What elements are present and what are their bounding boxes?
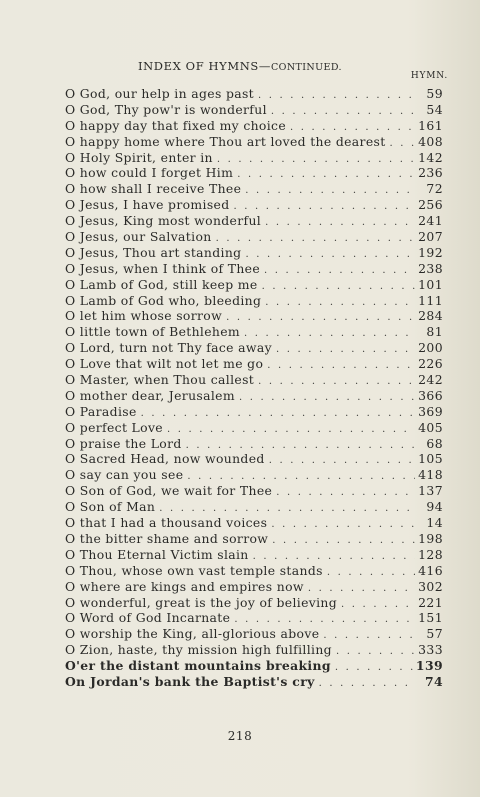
hymn-number: 369	[418, 403, 443, 419]
hymn-title: O that I had a thousand voices	[65, 515, 268, 531]
dot-leader	[245, 183, 416, 199]
hymn-number: 111	[418, 292, 443, 308]
hymn-title: On Jordan's bank the Baptist's cry	[65, 673, 315, 689]
dot-leader	[258, 88, 416, 104]
hymn-title: O God, Thy pow'r is wonderful	[65, 101, 267, 117]
hymn-title: O'er the distant mountains breaking	[65, 658, 331, 674]
index-entry	[65, 293, 443, 309]
dot-leader	[141, 406, 415, 422]
hymn-title: O Love that wilt not let me go	[65, 356, 264, 372]
index-entry	[65, 118, 443, 134]
hymn-title: O how could I forget Him	[65, 165, 234, 181]
hymn-number: 236	[418, 165, 443, 181]
dot-leader	[217, 152, 415, 168]
hymn-title: O perfect Love	[65, 419, 163, 435]
index-entry	[65, 404, 443, 420]
hymn-number: 366	[418, 387, 443, 403]
index-entry	[65, 340, 443, 356]
hymn-title: O Jesus, our Salvation	[65, 229, 212, 245]
dot-leader	[319, 676, 416, 692]
hymn-title: O Master, when Thou callest	[65, 372, 255, 388]
dot-leader	[167, 422, 415, 438]
dot-leader	[265, 215, 415, 231]
index-entry	[65, 229, 443, 245]
hymn-title: O Jesus, King most wonderful	[65, 213, 262, 229]
hymn-title: O Thou, whose own vast temple stands	[65, 562, 323, 578]
page-title	[0, 59, 480, 73]
dot-leader	[237, 167, 415, 183]
index-entry	[65, 213, 443, 229]
hymn-number: 198	[418, 530, 443, 546]
hymn-title: O Paradise	[65, 403, 137, 419]
hymn-number: 128	[418, 546, 443, 562]
hymn-title: O Jesus, Thou art standing	[65, 244, 242, 260]
hymn-number: 200	[418, 340, 443, 356]
dot-leader	[276, 342, 415, 358]
dot-leader	[390, 136, 416, 152]
dot-leader	[269, 453, 415, 469]
hymn-title: O Lamb of God, still keep me	[65, 276, 258, 292]
index-entry	[65, 467, 443, 483]
index-entry	[65, 436, 443, 452]
index-entry	[65, 150, 443, 166]
hymn-number: 137	[418, 483, 443, 499]
hymn-number: 74	[424, 673, 443, 689]
hymn-title: O Thou Eternal Victim slain	[65, 546, 249, 562]
index-entry	[65, 658, 443, 674]
dot-leader	[264, 263, 415, 279]
hymn-number: 94	[426, 499, 443, 515]
hymn-index-list	[65, 86, 443, 690]
hymn-number: 161	[418, 117, 443, 133]
hymn-number: 151	[418, 610, 443, 626]
hymn-number: 416	[418, 562, 443, 578]
index-entry	[65, 197, 443, 213]
dot-leader	[276, 485, 415, 501]
dot-leader	[272, 533, 415, 549]
dot-leader	[262, 279, 416, 295]
hymn-number: 105	[418, 451, 443, 467]
hymn-title: O let him whose sorrow	[65, 308, 223, 324]
dot-leader	[271, 517, 416, 533]
index-entry	[65, 308, 443, 324]
title-main: INDEX OF HYMNS—	[138, 59, 271, 73]
hymn-number: 59	[426, 86, 443, 101]
index-entry	[65, 372, 443, 388]
hymn-title: O Son of Man	[65, 499, 156, 515]
hymn-title: O the bitter shame and sorrow	[65, 530, 269, 546]
hymn-number: 81	[426, 324, 443, 340]
hymn-number: 284	[418, 308, 443, 324]
hymn-number: 54	[426, 101, 443, 117]
dot-leader	[239, 390, 415, 406]
index-entry	[65, 451, 443, 467]
index-entry	[65, 86, 443, 102]
index-entry	[65, 595, 443, 611]
hymn-title: O Zion, haste, thy mission high fulfilling	[65, 642, 332, 658]
index-entry	[65, 245, 443, 261]
hymn-title: O Word of God Incarnate	[65, 610, 231, 626]
hymn-number: 418	[418, 467, 443, 483]
hymn-number: 256	[418, 197, 443, 213]
index-entry	[65, 261, 443, 277]
dot-leader	[265, 295, 415, 311]
index-entry	[65, 181, 443, 197]
dot-leader	[271, 104, 416, 120]
hymn-number: 238	[418, 260, 443, 276]
hymn-number: 408	[418, 133, 443, 149]
hymn-number: 139	[415, 658, 443, 674]
index-entry	[65, 165, 443, 181]
dot-leader	[258, 374, 415, 390]
index-entry	[65, 499, 443, 515]
dot-leader	[226, 310, 415, 326]
index-entry	[65, 102, 443, 118]
hymn-number: 207	[418, 229, 443, 245]
index-entry	[65, 420, 443, 436]
hymn-number: 101	[418, 276, 443, 292]
hymn-number: 68	[426, 435, 443, 451]
hymn-number: 226	[418, 356, 443, 372]
dot-leader	[341, 597, 415, 613]
index-entry	[65, 515, 443, 531]
hymn-title: O say can you see	[65, 467, 184, 483]
index-entry	[65, 324, 443, 340]
index-entry	[65, 563, 443, 579]
hymn-number: 57	[426, 626, 443, 642]
hymn-title: O worship the King, all-glorious above	[65, 626, 320, 642]
hymn-title: O Holy Spirit, enter in	[65, 149, 213, 165]
index-entry	[65, 579, 443, 595]
hymn-number: 72	[426, 181, 443, 197]
hymn-number: 405	[418, 419, 443, 435]
hymn-title: O happy home where Thou art loved the dearest	[65, 133, 386, 149]
hymn-title: O Sacred Head, now wounded	[65, 451, 265, 467]
hymn-title: O how shall I receive Thee	[65, 181, 242, 197]
hymn-title: O God, our help in ages past	[65, 86, 254, 101]
dot-leader	[245, 247, 415, 263]
dot-leader	[323, 628, 416, 644]
index-entry	[65, 642, 443, 658]
title-continued: CONTINUED.	[270, 62, 342, 73]
hymn-title: O praise the Lord	[65, 435, 182, 451]
hymn-number: 14	[426, 515, 443, 531]
hymn-title: O Lord, turn not Thy face away	[65, 340, 272, 356]
index-entry	[65, 610, 443, 626]
hymn-title: O Jesus, I have promised	[65, 197, 230, 213]
index-entry	[65, 531, 443, 547]
hymn-number: 302	[418, 578, 443, 594]
page-number: 218	[227, 729, 253, 743]
hymn-column-label: HYMN.	[410, 71, 448, 81]
hymn-number: 242	[418, 372, 443, 388]
hymn-title: O wonderful, great is the joy of believing	[65, 594, 338, 610]
dot-leader	[336, 644, 415, 660]
hymn-number: 221	[418, 594, 443, 610]
index-entry	[65, 277, 443, 293]
dot-leader	[335, 660, 413, 676]
index-entry	[65, 547, 443, 563]
dot-leader	[267, 358, 415, 374]
hymn-title: O little town of Bethlehem	[65, 324, 241, 340]
hymn-number: 241	[418, 213, 443, 229]
hymn-number: 142	[418, 149, 443, 165]
hymn-title: O Lamb of God who, bleeding	[65, 292, 262, 308]
index-entry	[65, 356, 443, 372]
index-entry	[65, 134, 443, 150]
hymn-title: O Jesus, when I think of Thee	[65, 260, 261, 276]
index-entry	[65, 674, 443, 690]
index-entry	[65, 388, 443, 404]
index-entry	[65, 483, 443, 499]
index-entry	[65, 626, 443, 642]
hymn-title: O happy day that fixed my choice	[65, 117, 287, 133]
hymn-title: O where are kings and empires now	[65, 578, 304, 594]
hymn-title: O mother dear, Jerusalem	[65, 387, 235, 403]
hymn-title: O Son of God, we wait for Thee	[65, 483, 273, 499]
dot-leader	[327, 565, 415, 581]
hymn-number: 333	[418, 642, 443, 658]
hymn-number: 192	[418, 244, 443, 260]
dot-leader	[216, 231, 416, 247]
